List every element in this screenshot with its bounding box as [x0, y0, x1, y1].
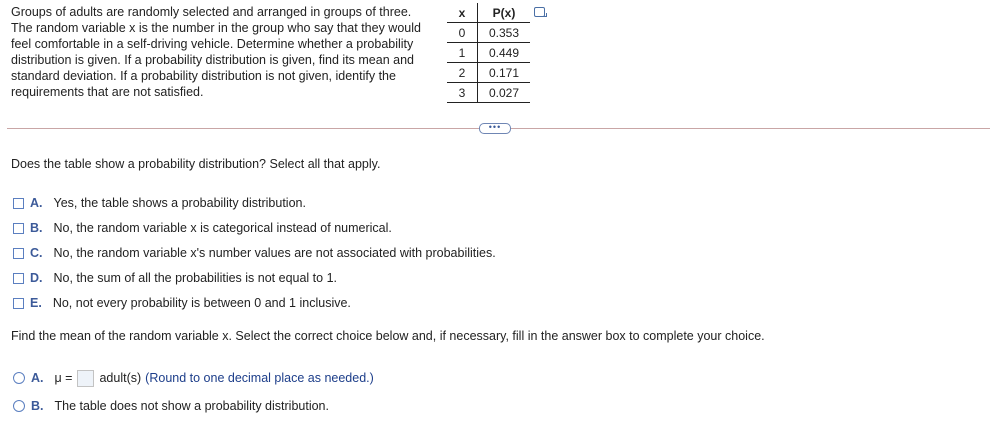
checkbox-c[interactable] — [13, 248, 24, 259]
choice-text: No, the random variable x is categorical instead of numerical. — [53, 221, 392, 235]
q2-choice-a[interactable] — [13, 370, 374, 386]
problem-statement: Groups of adults are randomly selected and arranged in groups of three. The random variable x is the number in the group who say that they would feel comfortable in a self-driving vehicle. Determine whether a probability distribution is given. If a probability distribution is given, find its mean and standard deviation. If a probability distribution is not given, identify the requirements that are not satisfied. — [11, 5, 421, 99]
radio-b[interactable] — [13, 400, 25, 412]
table-cell-x: 0 — [447, 23, 478, 43]
q1-choice-a[interactable] — [13, 195, 306, 211]
question-2-prompt: Find the mean of the random variable x. Select the correct choice below and, if necessary, fill in the answer box to complete your choice. — [11, 329, 765, 343]
more-button[interactable]: ••• — [479, 123, 511, 134]
choice-letter: B. — [30, 221, 43, 235]
q1-choice-c[interactable] — [13, 245, 496, 261]
radio-a[interactable] — [13, 372, 25, 384]
table-cell-x: 2 — [447, 63, 478, 83]
table-row — [447, 43, 530, 63]
q1-choice-d[interactable] — [13, 270, 337, 286]
checkbox-d[interactable] — [13, 273, 24, 284]
mean-answer-input[interactable] — [77, 370, 94, 387]
checkbox-a[interactable] — [13, 198, 24, 209]
unit-label: adult(s) — [99, 371, 142, 385]
choice-letter: E. — [30, 296, 42, 310]
q2-choice-b[interactable] — [13, 398, 329, 414]
choice-text: No, not every probability is between 0 and 1 inclusive. — [52, 296, 351, 310]
table-cell-px: 0.027 — [478, 83, 531, 103]
table-cell-px: 0.171 — [478, 63, 531, 83]
choice-letter: A. — [30, 196, 43, 210]
choice-letter: A. — [31, 371, 44, 385]
choice-text: The table does not show a probability distribution. — [54, 399, 329, 413]
table-header-px: P(x) — [478, 3, 531, 23]
choice-text: No, the random variable x's number values are not associated with probabilities. — [53, 246, 496, 260]
q1-choice-e[interactable] — [13, 295, 351, 311]
table-header-x: x — [447, 3, 478, 23]
q1-choice-b[interactable] — [13, 220, 392, 236]
table-cell-px: 0.449 — [478, 43, 531, 63]
table-row — [447, 63, 530, 83]
mu-label: μ = — [54, 371, 73, 385]
question-1-prompt: Does the table show a probability distribution? Select all that apply. — [11, 157, 381, 171]
checkbox-e[interactable] — [13, 298, 24, 309]
table-row — [447, 23, 530, 43]
choice-letter: C. — [30, 246, 43, 260]
table-row — [447, 83, 530, 103]
table-cell-x: 3 — [447, 83, 478, 103]
table-cell-x: 1 — [447, 43, 478, 63]
copy-table-icon[interactable] — [534, 7, 545, 17]
choice-letter: D. — [30, 271, 43, 285]
choice-text: Yes, the table shows a probability distribution. — [53, 196, 306, 210]
table-cell-px: 0.353 — [478, 23, 531, 43]
choice-letter: B. — [31, 399, 44, 413]
table-header-row — [447, 3, 530, 23]
choice-text: No, the sum of all the probabilities is not equal to 1. — [53, 271, 337, 285]
probability-table — [447, 3, 530, 103]
checkbox-b[interactable] — [13, 223, 24, 234]
rounding-hint: (Round to one decimal place as needed.) — [145, 371, 374, 385]
